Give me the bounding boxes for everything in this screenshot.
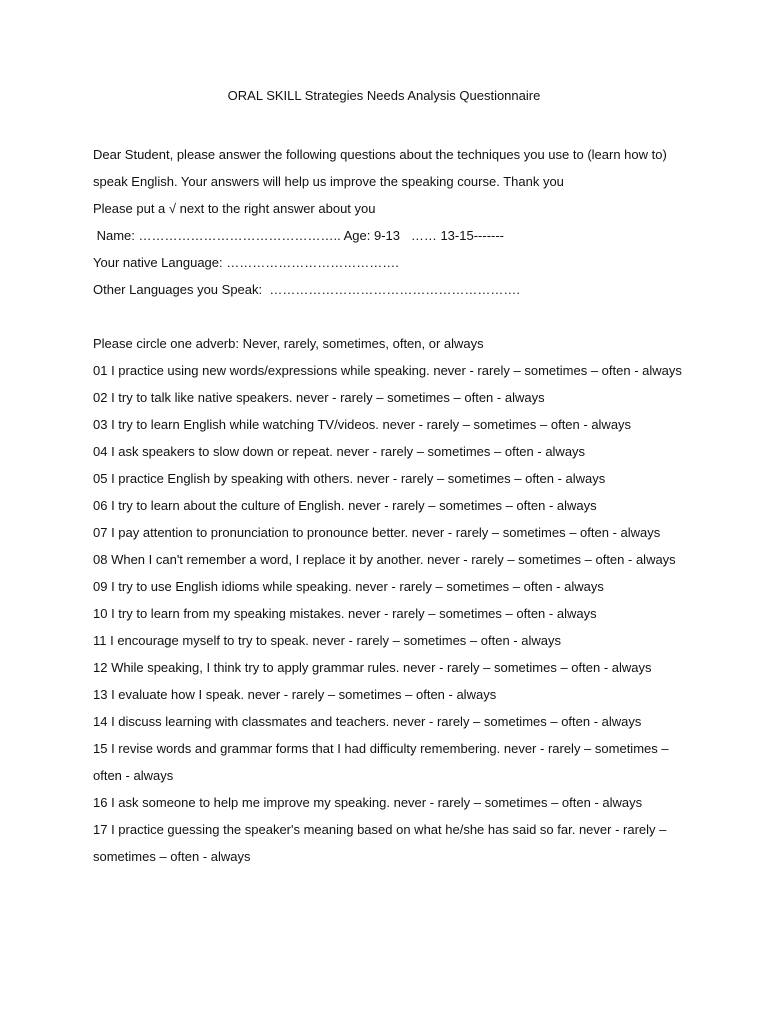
name-age-line: Name: ……………………………………….. Age: 9-13 …… 13-15------- xyxy=(93,228,505,243)
question-item-09: 09 I try to use English idioms while speaking. never - rarely – sometimes – often - always xyxy=(93,579,604,594)
intro-line-1: Dear Student, please answer the following questions about the techniques you use to (learn how to) xyxy=(93,147,667,162)
question-item-16: 16 I ask someone to help me improve my speaking. never - rarely – sometimes – often - always xyxy=(93,795,643,810)
question-item-02: 02 I try to talk like native speakers. never - rarely – sometimes – often - always xyxy=(93,390,545,405)
question-item-01: 01 I practice using new words/expressions while speaking. never - rarely – sometimes – often - always xyxy=(93,363,682,378)
circle-instruction: Please circle one adverb: Never, rarely, sometimes, often, or always xyxy=(93,336,484,351)
question-item-07: 07 I pay attention to pronunciation to pronounce better. never - rarely – sometimes – often - always xyxy=(93,525,661,540)
question-item-13: 13 I evaluate how I speak. never - rarely – sometimes – often - always xyxy=(93,687,497,702)
question-item-10: 10 I try to learn from my speaking mistakes. never - rarely – sometimes – often - always xyxy=(93,606,597,621)
question-item-05: 05 I practice English by speaking with others. never - rarely – sometimes – often - always xyxy=(93,471,606,486)
question-item-12: 12 While speaking, I think try to apply grammar rules. never - rarely – sometimes – often - always xyxy=(93,660,652,675)
check-instruction: Please put a √ next to the right answer about you xyxy=(93,201,376,216)
intro-line-2: speak English. Your answers will help us improve the speaking course. Thank you xyxy=(93,174,564,189)
spacer xyxy=(93,303,683,330)
page-title: ORAL SKILL Strategies Needs Analysis Questionnaire xyxy=(227,88,541,103)
question-item-14: 14 I discuss learning with classmates and teachers. never - rarely – sometimes – often - always xyxy=(93,714,642,729)
native-language-line: Your native Language: …………………………………. xyxy=(93,255,399,270)
questionnaire-body xyxy=(93,141,683,870)
question-item-06: 06 I try to learn about the culture of English. never - rarely – sometimes – often - always xyxy=(93,498,597,513)
question-item-17: 17 I practice guessing the speaker's meaning based on what he/she has said so far. never - rarely – sometimes – often - always xyxy=(93,822,667,864)
question-item-03: 03 I try to learn English while watching TV/videos. never - rarely – sometimes – often - always xyxy=(93,417,632,432)
question-item-15: 15 I revise words and grammar forms that I had difficulty remembering. never - rarely – sometimes – often - always xyxy=(93,741,669,783)
other-languages-line: Other Languages you Speak: …………………………………………………. xyxy=(93,282,520,297)
question-item-04: 04 I ask speakers to slow down or repeat. never - rarely – sometimes – often - always xyxy=(93,444,586,459)
question-item-11: 11 I encourage myself to try to speak. never - rarely – sometimes – often - always xyxy=(93,633,561,648)
question-item-08: 08 When I can't remember a word, I replace it by another. never - rarely – sometimes – often - always xyxy=(93,552,676,567)
